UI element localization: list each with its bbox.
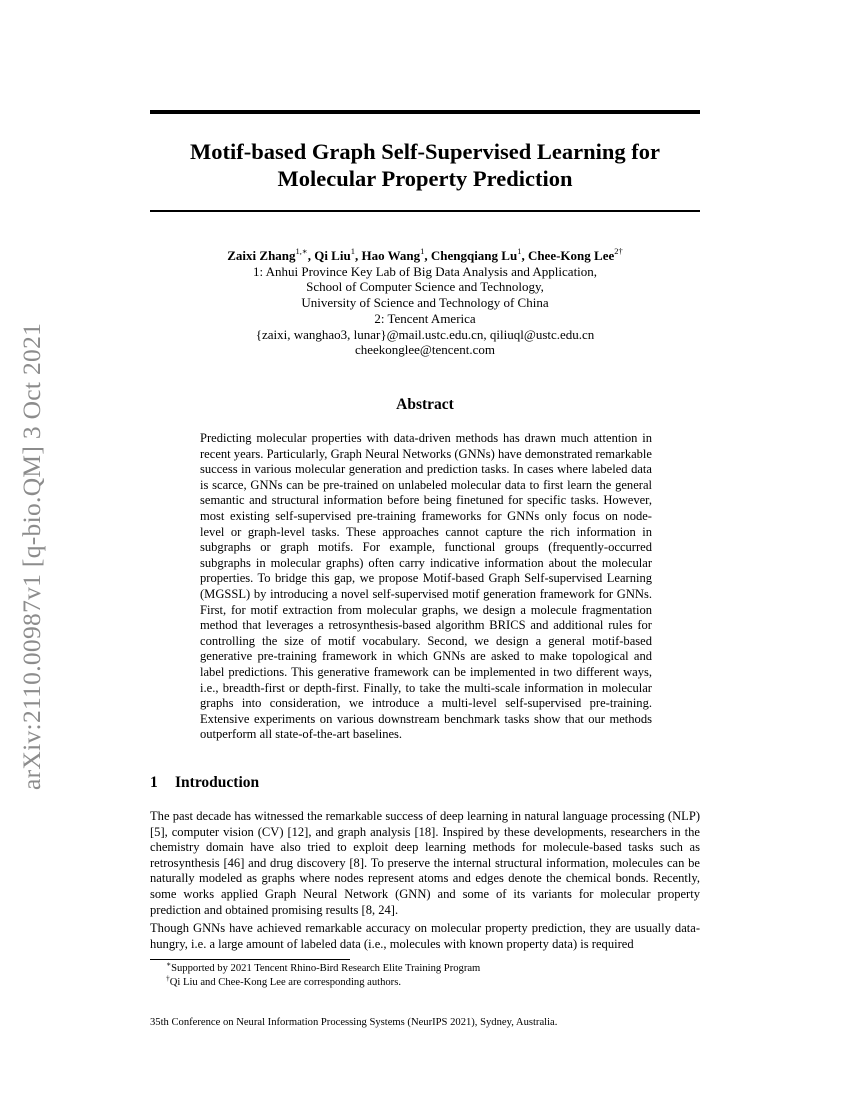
footnote-mark: † [166, 973, 170, 983]
section-number: 1 [150, 774, 158, 791]
intro-paragraph-1: The past decade has witnessed the remarkable success of deep learning in natural language processing (NLP) [5], computer vision (CV) [12], and graph analysis [18]. Inspired by these developments, researchers in the chemistry domain have also tried to exploit deep learning methods for molecule-based tasks such as retrosynthesis [46] and drug discovery [8]. To preserve the internal structural information, molecules can be naturally modeled as graphs where nodes represent atoms and edges denote the chemical bonds. Recently, some works applied Graph Neural Network (GNN) and some of its variants for molecular property prediction and obtained promising results [8, 24]. [150, 809, 700, 917]
footnote-mark: ∗ [166, 959, 172, 969]
author-name: Chengqiang Lu [430, 248, 518, 263]
affiliation-line: University of Science and Technology of China [301, 295, 549, 311]
author-affiliation-mark: 2† [614, 245, 623, 256]
author-separator: , [521, 248, 528, 263]
author-block [150, 245, 700, 358]
affiliation-line: 1: Anhui Province Key Lab of Big Data Analysis and Application, [252, 263, 598, 279]
author-name: Zaixi Zhang [227, 248, 296, 263]
conference-notice: 35th Conference on Neural Information Processing Systems (NeurIPS 2021), Sydney, Australia. [150, 1017, 558, 1028]
author-name: Chee-Kong Lee [527, 248, 615, 263]
title-top-rule [150, 110, 700, 114]
author-emails: cheekonglee@tencent.com [354, 342, 496, 358]
author-emails: {zaixi, wanghao3, lunar}@mail.ustc.edu.cn, qiliuql@ustc.edu.cn [255, 326, 595, 342]
author-name: Hao Wang [361, 248, 421, 263]
footnote-2 [166, 973, 401, 988]
affiliation-line: 2: Tencent America [374, 310, 476, 326]
author-affiliation-mark: 1 [420, 245, 425, 256]
arxiv-identifier-stamp: arXiv:2110.00987v1 [q-bio.QM] 3 Oct 2021 [17, 322, 46, 790]
footnote-rule [150, 959, 350, 960]
abstract-text: Predicting molecular properties with data-driven methods has drawn much attention in recent years. Particularly, Graph Neural Networks (GNNs) have demonstrated remarkable success in various molecular generation and prediction tasks. In cases where labeled data is scarce, GNNs can be pre-trained on unlabeled molecular data to first learn the general semantic and structural information before being finetuned for specific tasks. However, most existing self-supervised pre-training frameworks for GNNs only focus on node-level or graph-level tasks. These approaches cannot capture the rich information in subgraphs or graph motifs. For example, functional groups (frequently-occurred subgraphs in molecular graphs) often carry indicative information about the molecular properties. To bridge this gap, we propose Motif-based Graph Self-supervised Learning (MGSSL) by introducing a novel self-supervised motif generation framework for GNNs. First, for motif extraction from molecular graphs, we design a molecule fragmentation method that leverages a retrosynthesis-based algorithm BRICS and additional rules for controlling the size of motif vocabulary. Second, we design a general motif-based generative pre-training framework in which GNNs are asked to make topological and label predictions. This generative framework can be implemented in two different ways, i.e., breadth-first or depth-first. Finally, to take the multi-scale information in molecular graphs into consideration, we introduce a multi-level self-supervised pre-training. Extensive experiments on various downstream benchmark tasks show that our methods outperform all state-of-the-art baselines. [200, 431, 652, 742]
footnote-text: Qi Liu and Chee-Kong Lee are corresponding authors. [169, 977, 401, 988]
author-separator: , [424, 248, 431, 263]
author-name: Qi Liu [314, 248, 351, 263]
author-affiliation-mark: 1,∗ [295, 245, 308, 256]
author-affiliation-mark: 1 [517, 245, 522, 256]
affiliation-line: School of Computer Science and Technology, [306, 279, 544, 295]
author-separator: , [307, 248, 315, 263]
paper-title [150, 138, 700, 192]
author-affiliation-mark: 1 [350, 245, 355, 256]
abstract-heading: Abstract [396, 396, 454, 413]
section-title: Introduction [175, 774, 260, 791]
footnote-1 [166, 959, 481, 974]
intro-paragraph-2: Though GNNs have achieved remarkable accuracy on molecular property prediction, they are usually data-hungry, i.e. a large amount of labeled data (i.e., molecules with known property data) is required [150, 921, 700, 951]
paper-title-line-2: Molecular Property Prediction [277, 166, 573, 191]
title-bottom-rule [150, 210, 700, 212]
paper-title-line-1: Motif-based Graph Self-Supervised Learning for [190, 139, 660, 164]
author-separator: , [354, 248, 362, 263]
author-list [150, 245, 700, 264]
section-heading-introduction [150, 774, 259, 792]
footnote-text: Supported by 2021 Tencent Rhino-Bird Research Elite Training Program [171, 963, 481, 974]
